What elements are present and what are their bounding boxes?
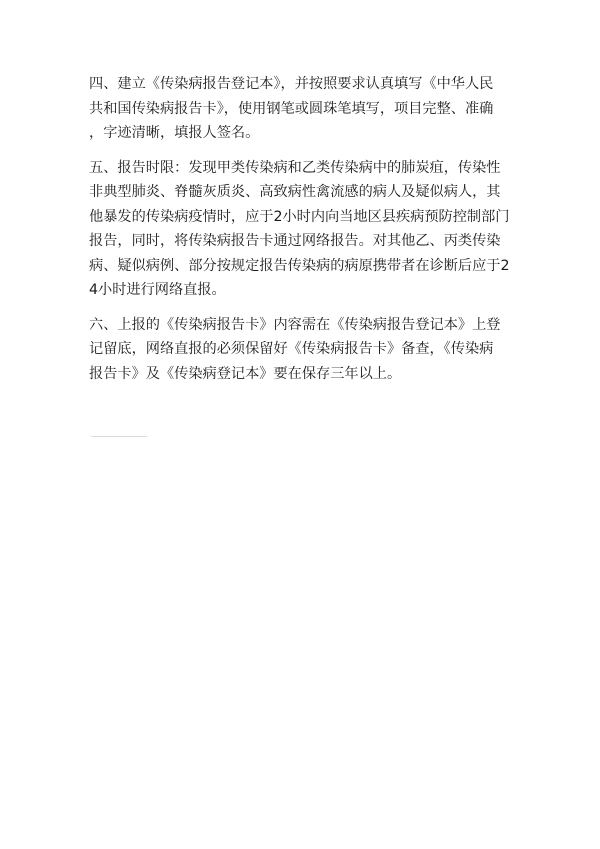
text-line: 共和国传染病报告卡》，使用钢笔或圆珠笔填写，项目完整、准确	[89, 100, 494, 117]
text-line: 四、建立《传染病报告登记本》，并按照要求认真填写《中华人民	[89, 76, 494, 92]
text-line: 五、报告时限：发现甲类传染病和乙类传染病中的肺炭疽，传染性	[89, 159, 501, 176]
text-line: 非典型肺炎、脊髓灰质炎、高致病性禽流感的病人及疑似病人，其	[89, 184, 501, 200]
text-line: 报告卡》及《传染病登记本》要在保存三年以上。	[89, 365, 402, 382]
text-line: 4小时进行网络直报。	[89, 282, 226, 298]
footnote-divider	[91, 436, 147, 437]
paragraph-five	[89, 156, 517, 303]
document-page	[89, 72, 517, 396]
paragraph-six	[89, 313, 517, 387]
text-line: 记留底，网络直报的必须保留好《传染病报告卡》备查，《传染病	[89, 341, 494, 357]
text-line: ，字迹清晰，填报人签名。	[89, 125, 260, 141]
paragraph-four	[89, 72, 517, 146]
text-line: 报告，同时，将传染病报告卡通过网络报告。对其他乙、丙类传染	[89, 233, 501, 249]
text-line: 病、疑似病例、部分按规定报告传染病的病原携带者在诊断后应于2	[89, 257, 510, 274]
text-line: 六、上报的《传染病报告卡》内容需在《传染病报告登记本》上登	[89, 316, 501, 333]
text-line: 他暴发的传染病疫情时，应于2小时内向当地区县疾病预防控制部门	[89, 208, 510, 225]
